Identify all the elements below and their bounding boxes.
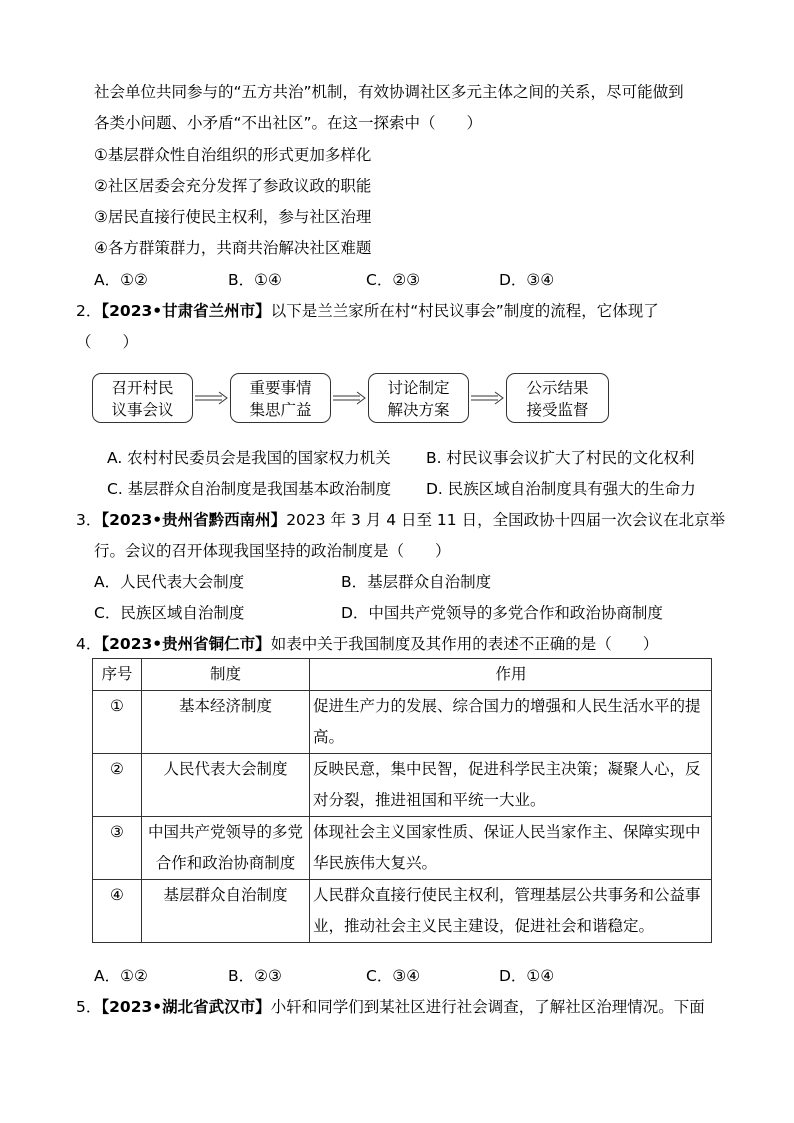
flow-step-4-line1: 公示结果 <box>526 379 589 397</box>
q2-stem: 以下是兰兰家所在村“村民议事会”制度的流程，它体现了 <box>270 302 659 320</box>
table-cell-system: 人民代表大会制度 <box>142 754 310 817</box>
table-cell-system: 基层群众自治制度 <box>142 880 310 943</box>
q1-option-a: A．①② <box>94 271 148 289</box>
table-row <box>93 691 712 754</box>
q5-number: 5． <box>76 998 102 1016</box>
q4-option-c: C．③④ <box>366 967 421 985</box>
q3-option-a: A．人民代表大会制度 <box>94 573 245 591</box>
q3-option-c: C．民族区域自治制度 <box>94 604 245 622</box>
table-row <box>93 754 712 817</box>
flow-step-3-line2: 解决方案 <box>387 401 450 419</box>
flow-step-3-line1: 讨论制定 <box>387 379 450 397</box>
table-cell-system-line2: 合作和政治协商制度 <box>155 854 296 872</box>
q4-option-b: B．②③ <box>228 967 282 985</box>
table-cell-no: ③ <box>93 817 142 880</box>
q2-number: 2． <box>76 302 102 320</box>
q1-stem-line1: 社会单位共同参与的“五方共治”机制，有效协调社区多元主体之间的关系，尽可能做到 <box>94 83 684 101</box>
table-cell-effect-line2: 高。 <box>313 728 345 746</box>
flow-step-1 <box>92 373 193 423</box>
flow-arrow-icon <box>471 391 505 405</box>
q2-option-c: C. 基层群众自治制度是我国基本政治制度 <box>107 480 392 498</box>
table-cell-effect-line2: 华民族伟大复兴。 <box>313 854 438 872</box>
table-cell-effect <box>310 880 712 943</box>
table-cell-effect <box>310 691 712 754</box>
table-cell-effect-line1: 体现社会主义国家性质、保证人民当家作主、保障实现中 <box>313 823 701 841</box>
q3-source: 【2023•贵州省黔西南州】 <box>101 511 287 529</box>
q3-option-d: D．中国共产党领导的多党合作和政治协商制度 <box>341 604 663 622</box>
q1-option-d: D．③④ <box>499 271 555 289</box>
q2-header <box>76 299 659 321</box>
q1-item-2: ②社区居委会充分发挥了参政议政的职能 <box>94 177 372 195</box>
flow-step-4 <box>506 373 609 423</box>
table-row <box>93 817 712 880</box>
table-cell-effect-line1: 反映民意，集中民智，促进科学民主决策；凝聚人心，反 <box>313 760 701 778</box>
q4-header <box>76 632 658 654</box>
table-header-cell: 作用 <box>310 659 712 691</box>
q3-stem-line1: 2023 年 3 月 4 日至 11 日，全国政协十四届一次会议在北京举 <box>286 511 726 529</box>
flow-step-4-line2: 接受监督 <box>526 401 589 419</box>
q1-option-c: C．②③ <box>366 271 421 289</box>
table-cell-no: ④ <box>93 880 142 943</box>
q2-option-b: B. 村民议事会议扩大了村民的文化权利 <box>426 449 695 467</box>
q1-item-4: ④各方群策群力，共商共治解决社区难题 <box>94 239 372 257</box>
table-header-row <box>93 659 712 691</box>
q3-option-b: B．基层群众自治制度 <box>341 573 492 591</box>
q2-option-a: A. 农村村民委员会是我国的国家权力机关 <box>107 449 391 467</box>
table-cell-effect-line2: 对分裂，推进祖国和平统一大业。 <box>313 791 546 809</box>
table-row <box>93 880 712 943</box>
table-cell-effect-line2: 业，推动社会主义民主建设，促进社会和谐稳定。 <box>313 917 655 935</box>
flow-step-1-line2: 议事会议 <box>111 401 174 419</box>
table-cell-effect-line1: 促进生产力的发展、综合国力的增强和人民生活水平的提 <box>313 697 701 715</box>
q4-stem: 如表中关于我国制度及其作用的表述不正确的是（ ） <box>270 635 659 653</box>
table-cell-no: ② <box>93 754 142 817</box>
q5-stem: 小轩和同学们到某社区进行社会调查，了解社区治理情况。下面 <box>270 998 705 1016</box>
q3-header <box>76 508 725 530</box>
table-cell-no: ① <box>93 691 142 754</box>
q1-option-b: B．①④ <box>228 271 282 289</box>
q2-source: 【2023•甘肃省兰州市】 <box>101 302 271 320</box>
q4-number: 4． <box>76 635 102 653</box>
table-header-cell: 制度 <box>142 659 310 691</box>
q4-source: 【2023•贵州省铜仁市】 <box>101 635 271 653</box>
q3-stem-line2: 行。会议的召开体现我国坚持的政治制度是（ ） <box>94 542 451 560</box>
q1-item-3: ③居民直接行使民主权利，参与社区治理 <box>94 208 372 226</box>
q2-option-d: D. 民族区域自治制度具有强大的生命力 <box>426 480 696 498</box>
q4-option-d: D．①④ <box>499 967 555 985</box>
flow-step-3 <box>368 373 469 423</box>
flow-arrow-icon <box>333 391 367 405</box>
flow-step-2-line2: 集思广益 <box>249 401 312 419</box>
institution-table <box>92 658 712 943</box>
flow-arrow-icon <box>195 391 229 405</box>
q5-header <box>76 995 705 1017</box>
flow-step-1-line1: 召开村民 <box>111 379 174 397</box>
table-cell-effect <box>310 754 712 817</box>
table-cell-system-line1: 中国共产党领导的多党 <box>147 823 303 841</box>
q1-item-1: ①基层群众性自治组织的形式更加多样化 <box>94 146 372 164</box>
q3-number: 3． <box>76 511 102 529</box>
q4-option-a: A．①② <box>94 967 148 985</box>
q5-source: 【2023•湖北省武汉市】 <box>101 998 271 1016</box>
q1-stem-line2: 各类小问题、小矛盾“不出社区”。在这一探索中（ ） <box>94 114 483 132</box>
flow-step-2 <box>230 373 331 423</box>
q2-paren: （ ） <box>76 333 139 351</box>
table-cell-effect-line1: 人民群众直接行使民主权利，管理基层公共事务和公益事 <box>313 886 701 904</box>
table-cell-system: 基本经济制度 <box>142 691 310 754</box>
table-header-cell: 序号 <box>93 659 142 691</box>
flow-step-2-line1: 重要事情 <box>249 379 312 397</box>
table-cell-system <box>142 817 310 880</box>
table-cell-effect <box>310 817 712 880</box>
